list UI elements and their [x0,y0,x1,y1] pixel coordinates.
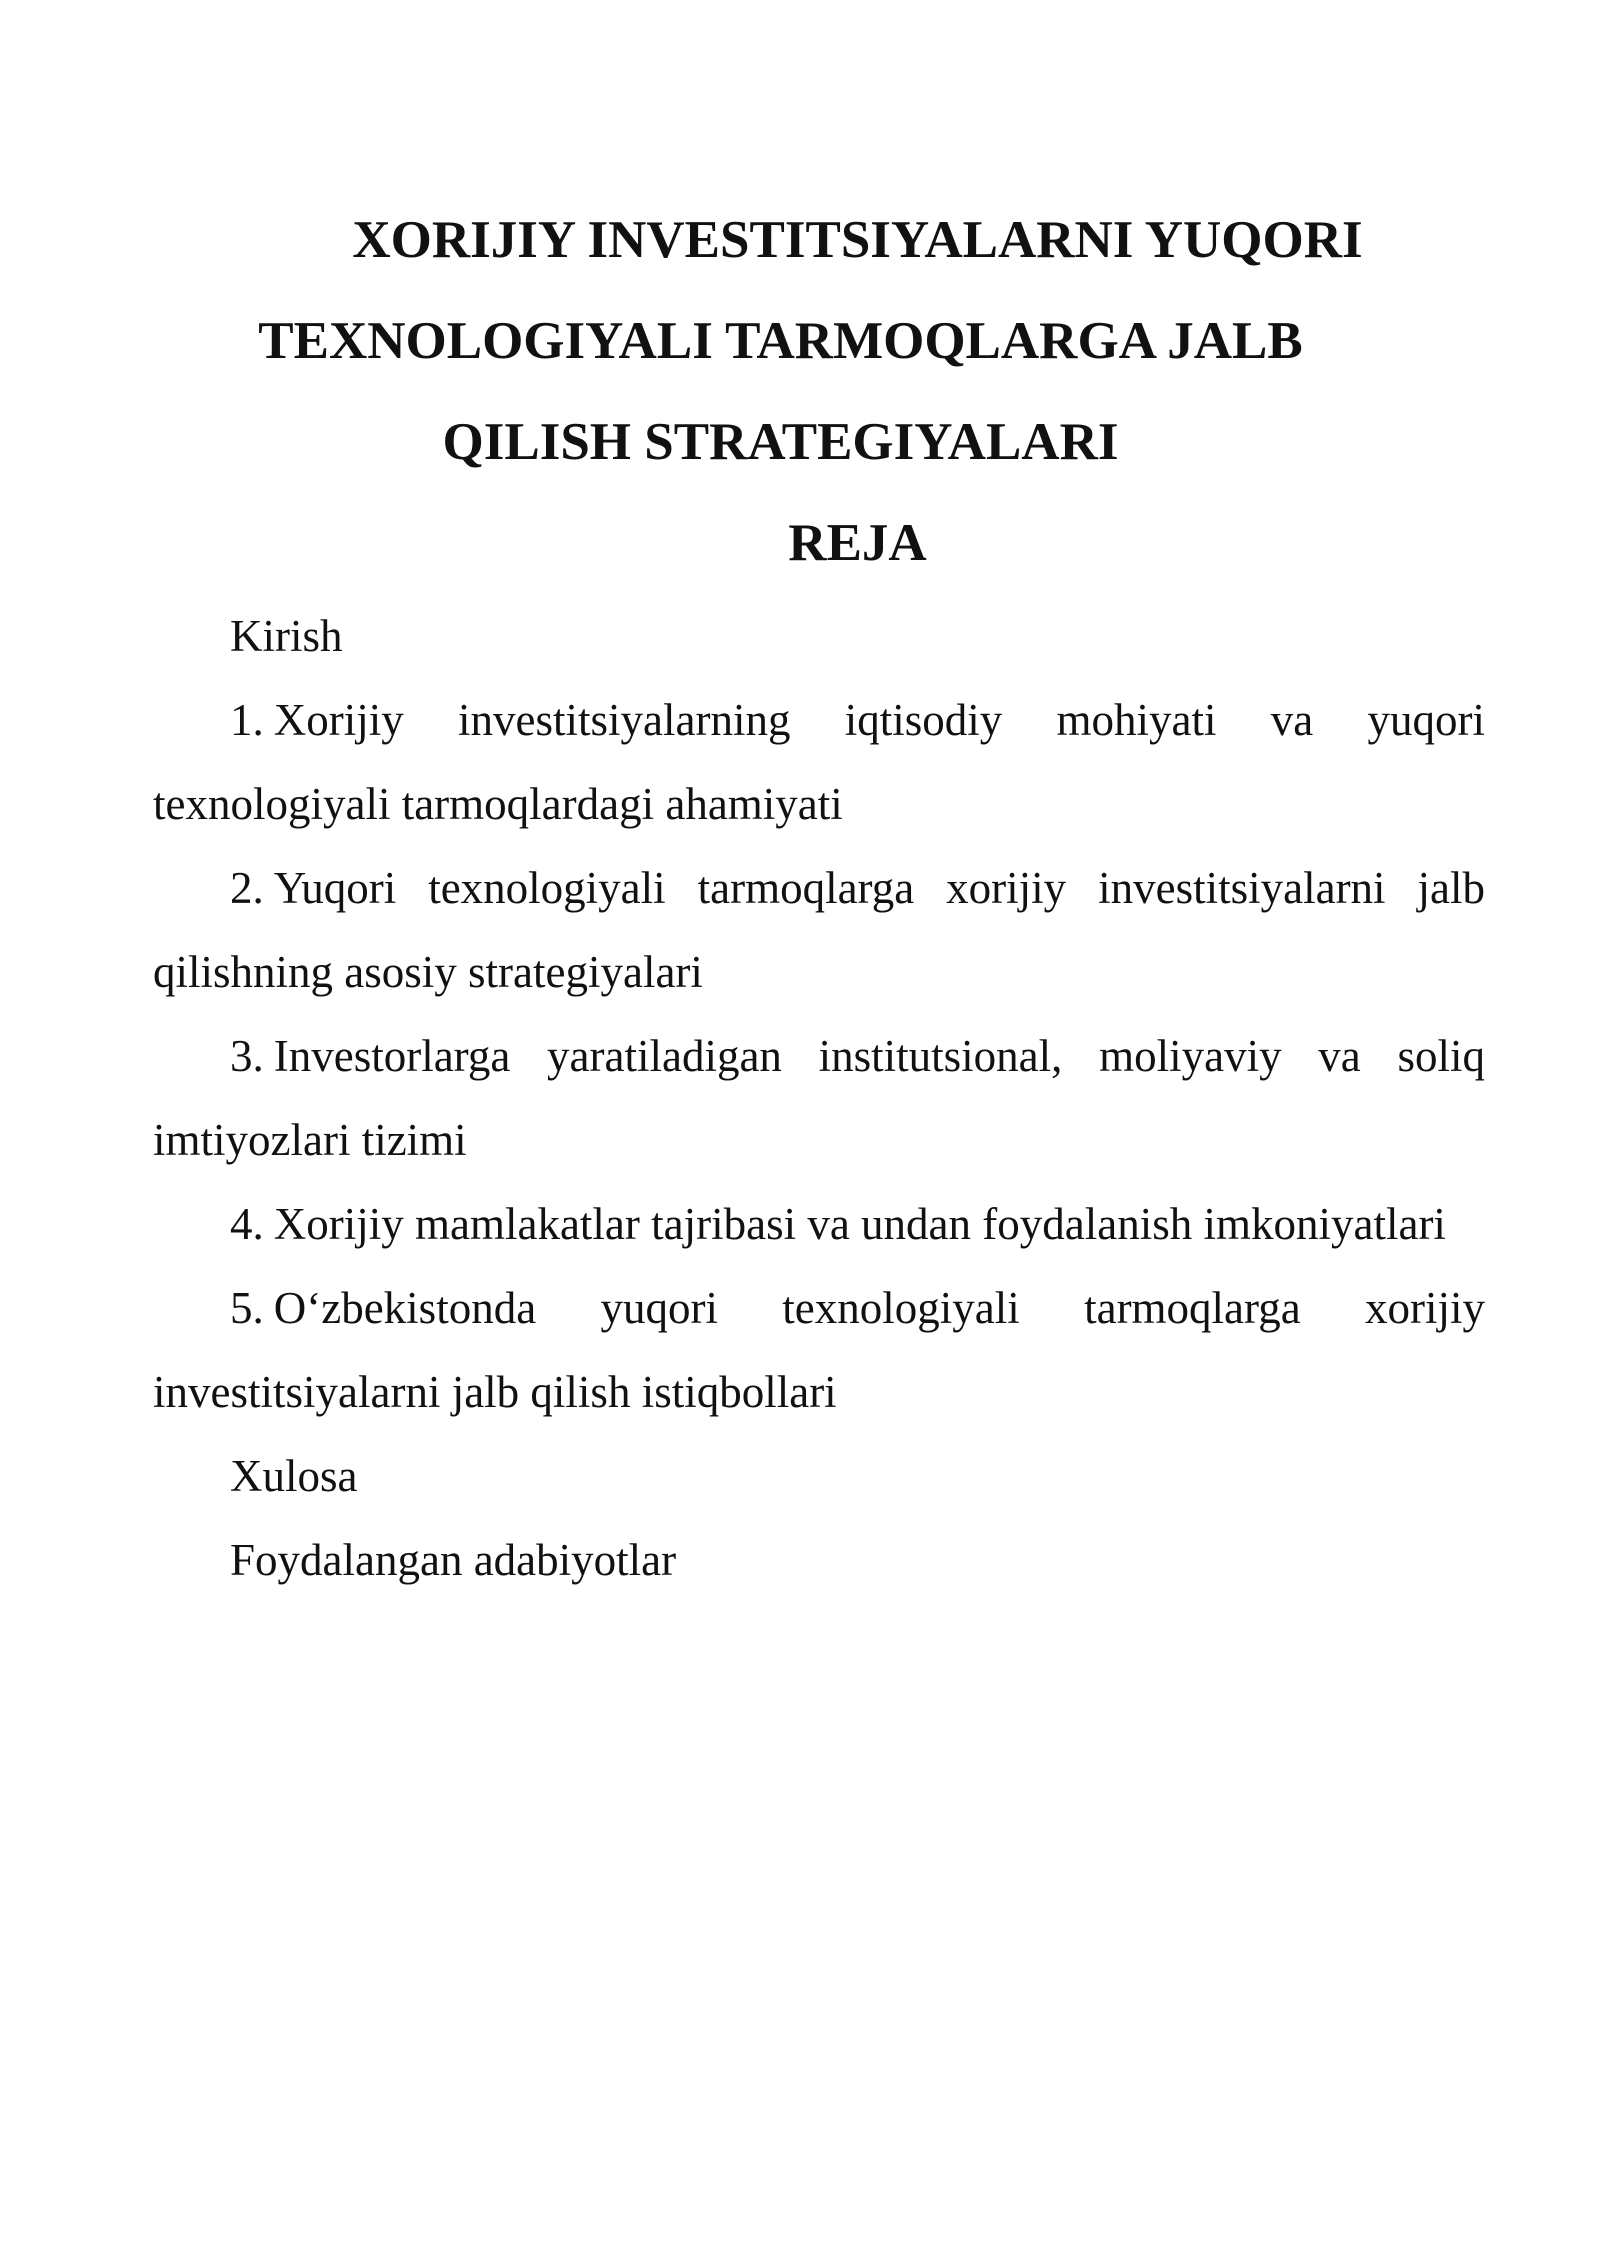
document-content [153,190,1485,1602]
plan-item-number: 3. [230,1031,264,1081]
plan-item-text: Xorijiy mamlakatlar tajribasi va undan foydalanish imkoniyatlari [273,1199,1446,1249]
plan-heading: REJA [788,514,927,572]
title-line-1: XORIJIY INVESTITSIYALARNI YUQORI [352,211,1363,269]
plan-item-intro: Kirish [230,611,343,661]
plan-item-text: Investorlarga yaratiladigan institutsional, moliyaviy va soliq imtiyozlari tizimi [153,1031,1485,1165]
plan-item-text: Xorijiy investitsiyalarning iqtisodiy mohiyati va yuqori texnologiyali tarmoqlardagi ahamiyati [153,695,1485,829]
title-line-2: TEXNOLOGIYALI TARMOQLARGA JALB [258,312,1303,370]
plan-item-text: O‘zbekistonda yuqori texnologiyali tarmoqlarga xorijiy investitsiyalarni jalb qilish istiqbollari [153,1283,1485,1417]
plan-item-number: 1. [230,695,264,745]
plan-item-4 [153,1182,1485,1266]
plan-item-number: 4. [230,1199,264,1249]
plan-item-2 [153,846,1485,1014]
plan-item-references: Foydalangan adabiyotlar [230,1535,677,1585]
plan-list [153,594,1485,1602]
title-line-3: QILISH STRATEGIYALARI [442,413,1119,471]
document-title [153,190,1485,493]
plan-item-number: 5. [230,1283,264,1333]
plan-item-conclusion: Xulosa [230,1451,358,1501]
plan-item-1 [153,678,1485,846]
plan-item-text: Yuqori texnologiyali tarmoqlarga xorijiy investitsiyalarni jalb qilishning asosiy strategiyalari [153,863,1485,997]
plan-item-3 [153,1014,1485,1182]
plan-item-5 [153,1266,1485,1434]
plan-item-number: 2. [230,863,264,913]
